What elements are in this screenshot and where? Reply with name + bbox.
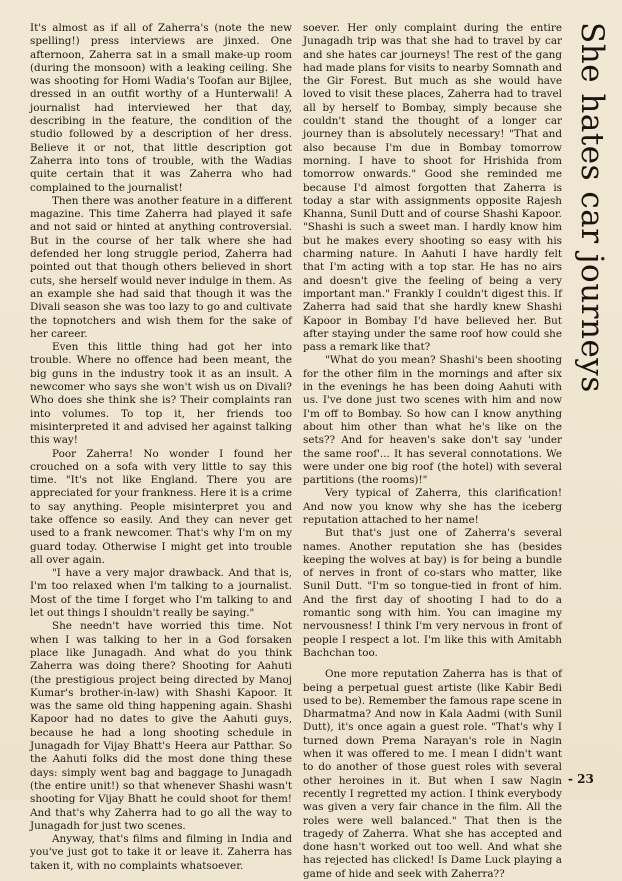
paragraph: Very typical of Zaherra, this clarification! And now you know why she has the iceberg reputation attached to her name! [303,487,562,526]
paragraph: She needn't have worried this time. Not when I was talking to her in a God forsaken place like Junagadh. And what do you think Zaherra was doing there? Shooting for Aahuti (the prestigious project being directed by Manoj Kumar's brother-in-law) with Shashi Kapoor. It was the same old thing happening again. Shashi Kapoor had no dates to give the Aahuti guys, because he had a long shooting schedule in Junagadh for Vijay Bhatt's Heera aur Patthar. So the Aahuti folks did the most done thing these days: simply went bag and baggage to Junagadh (the entire unit!) so that whenever Shashi wasn't shooting for Vijay Bhatt he could shoot for them! And that's why Zaherra had to go all the way to Junagadh for just two scenes. [30,620,292,832]
left-text-column [30,22,292,872]
article-title: She hates car journeys [574,22,610,393]
paragraph: But that's just one of Zaherra's several names. Another reputation she has (besides keeping the wolves at bay) is for being a bundle of nerves in front of co-stars who matter, like Sunil Dutt. "I'm so tongue-tied in front of him. And the first day of shooting I had to do a romantic song with him. You can imagine my nervousness! I think I'm very nervous in front of people I respect a lot. I'm like this with Amitabh Bachchan too. [303,527,562,659]
paragraph: "What do you mean? Shashi's been shooting for the other film in the mornings and after six in the evenings he has been doing Aahuti with us. I've done just two scenes with him and now I'm off to Bombay. So how can I know anything about him other than what he's like on the sets?? And for heaven's sake don't say 'under the same roof'... It has several connotations. We were under one big roof (the hotel) with several partitions (the rooms)!" [303,354,562,487]
paragraph: Poor Zaherra! No wonder I found her crouched on a sofa with very little to say this time. "It's not like England. There you are appreciated for your frankness. Here it is a crime to say anything. People misinterpret you and take offence so easily. And they can never get used to a frank newcomer. That's why I'm on my guard today. Otherwise I might get into trouble all over again. [30,447,292,566]
paragraph: One more reputation Zaherra has is that of being a perpetual guest artiste (like Kabir Bedi used to be). Remember the famous rape scene in Dharmatma? And now in Kala Aadmi (with Sunil Dutt), it's once again a guest role. "That's why I turned down Prema Narayan's role in Nagin when it was offered to me. I mean I didn't want to do another of those guest roles with several other heroines in it. But when I saw Nagin recently I regretted my action. I think everybody was given a very fair chance in the film. All the roles were well balanced." That then is the tragedy of Zaherra. What she has accepted and done hasn't worked out too well. And what she has rejected has clicked! Is Dame Luck playing a game of hide and seek with Zaherra?? [303,668,562,880]
paragraph: Then there was another feature in a different magazine. This time Zaherra had played it safe and not said or hinted at anything controversial. But in the course of her talk where she had defended her long struggle period, Zaherra had pointed out that though others believed in short cuts, she herself would never indulge in them. As an example she had said that though it was the Divali season she was too lazy to go and cultivate the topnotchers and wish them for the sake of her career. [30,194,292,340]
paragraph: Even this little thing had got her into trouble. Where no offence had been meant, the big guns in the industry took it as an insult. A newcomer who says she won't wish us on Divali? Who does she think she is? Their complaints ran into volumes. To top it, her friends too misinterpreted it and advised her against talking this way! [30,341,292,447]
page-number: - 23 [568,772,594,786]
paragraph: Anyway, that's films and filming in India and you've just got to take it or leave it. Zaherra has taken it, with no complaints whatsoever. [30,833,292,872]
paragraph: It's almost as if all of Zaherra's (note the new spelling!) press interviews are jinxed. One afternoon, Zaherra sat in a small make-up room (during the monsoon) with a leaking ceiling. She was shooting for Homi Wadia's Toofan aur Bijlee, dressed in an outfit worthy of a Hunterwali! A journalist had interviewed her that day, describing in the feature, the condition of the studio followed by a description of her dress. Believe it or not, that little description got Zaherra into tons of trouble, with the Wadias quite certain that it was Zaherra who had complained to the journalist! [30,22,292,194]
paragraph: "I have a very major drawback. And that is, I'm too relaxed when I'm talking to a journalist. Most of the time I forget who I'm talking to and let out things I shouldn't really be saying." [30,567,292,620]
paragraph: soever. Her only complaint during the entire Junagadh trip was that she had to travel by car and she hates car journeys! The rest of the gang had made plans for visits to nearby Somnath and the Gir Forest. But much as she would have loved to visit these places, Zaherra had to travel all by herself to Bombay, simply because she couldn't stand the thought of a longer car journey than is absolutely necessary! "That and also because I'm due in Bombay tomorrow morning. I have to shoot for Hrishida from tomorrow onwards." Good she reminded me because I'd almost forgotten that Zaherra is today a star with assignments opposite Rajesh Khanna, Sunil Dutt and of course Shashi Kapoor. "Shashi is such a sweet man. I hardly know him but he makes every shooting so easy with his charming nature. In Aahuti I have hardly felt that I'm acting with a top star. He has no airs and doesn't give the feeling of being a very important man." Frankly I couldn't digest this. If Zaherra had said that she hardly knew Shashi Kapoor in Bombay I'd have believed her. But after staying under the same roof how could she pass a remark like that? [303,22,562,354]
right-text-column [303,22,562,880]
